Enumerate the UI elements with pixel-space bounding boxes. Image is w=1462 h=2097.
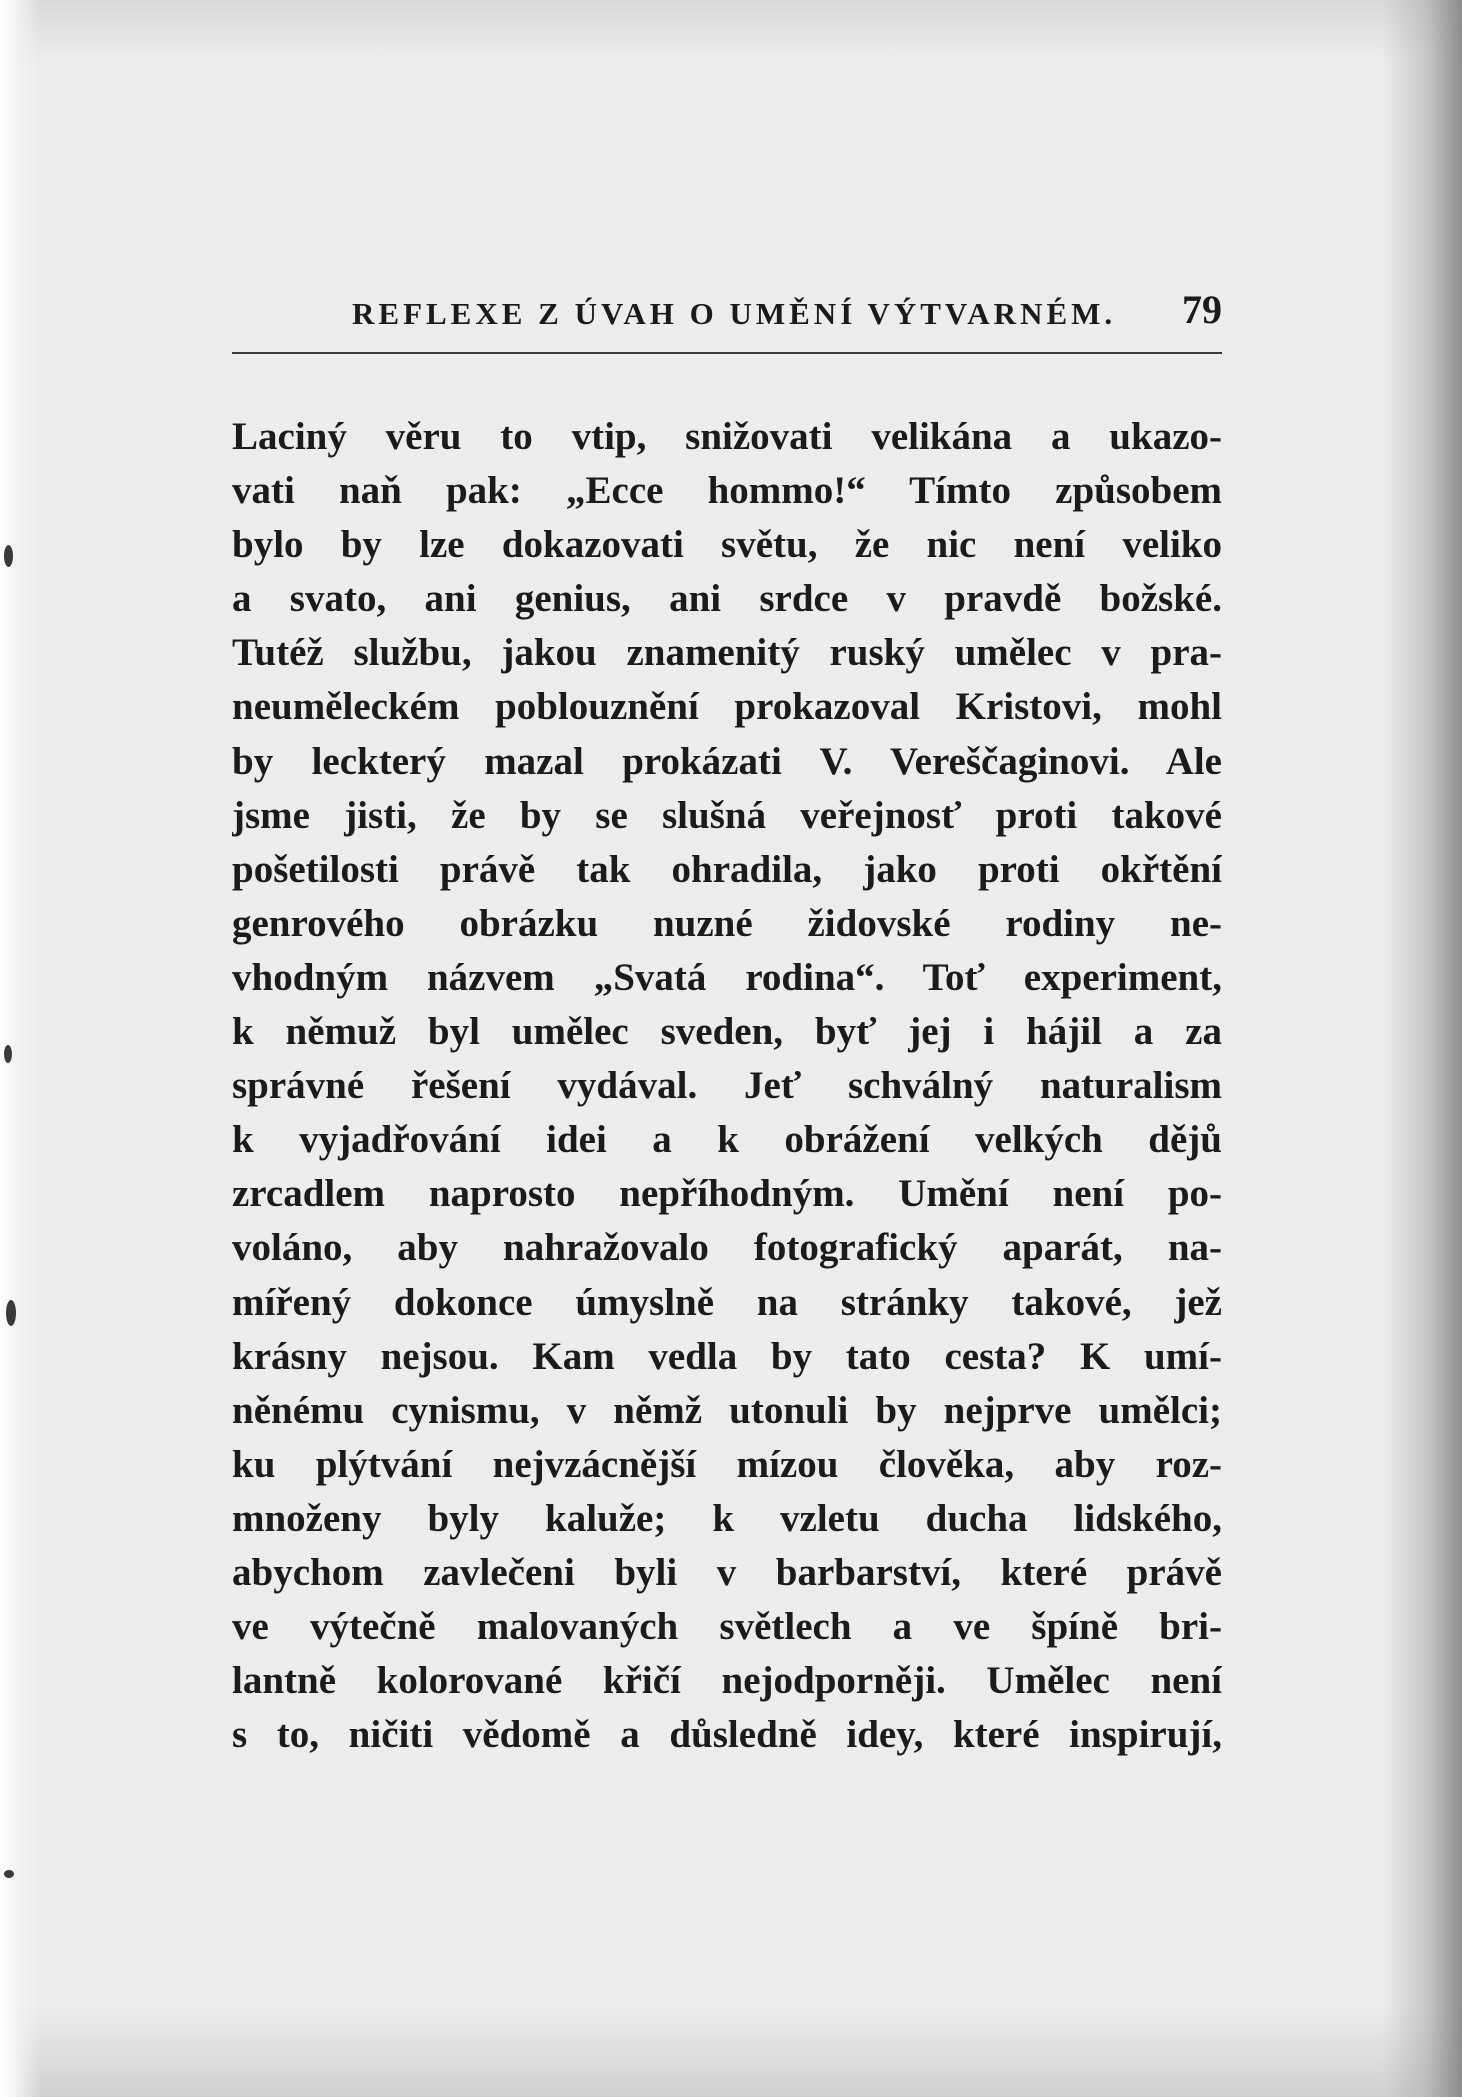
page-right-shadow [1382,0,1462,2097]
text-line: bylo by lze dokazovati světu, že nic není veliko [232,523,1222,567]
text-line: krásny nejsou. Kam vedla by tato cesta? K umí- [232,1334,1222,1378]
text-line: lantně kolorované křičí nejodporněji. Umělec není [232,1659,1222,1703]
running-title: REFLEXE Z ÚVAH O UMĚNÍ VÝTVARNÉM. [352,296,1117,331]
header-rule [232,352,1222,354]
page-header [232,286,1222,338]
text-line: správné řešení vydával. Jeť schválný naturalism [232,1064,1222,1108]
page-top-shadow [0,0,1462,60]
text-line: vati naň pak: „Ecce hommo!“ Tímto způsobem [232,469,1222,513]
text-line: zrcadlem naprosto nepříhodným. Umění není po- [232,1172,1222,1216]
text-line: vhodným názvem „Svatá rodina“. Toť experiment, [232,955,1222,999]
text-line: neuměleckém poblouznění prokazoval Kristovi, mohl [232,685,1222,729]
text-line: by leckterý mazal prokázati V. Vereščaginovi. Ale [232,739,1222,783]
scan-speck [4,1870,14,1878]
text-line: něnému cynismu, v němž utonuli by nejprve umělci; [232,1388,1222,1432]
text-line: voláno, aby nahražovalo fotografický aparát, na- [232,1226,1222,1270]
text-line: ve výtečně malovaných světlech a ve špíně bri- [232,1605,1222,1649]
text-line: abychom zavlečeni byli v barbarství, které právě [232,1550,1222,1594]
page-number: 79 [1182,287,1222,332]
text-line: Laciný věru to vtip, snižovati velikána a ukazo- [232,415,1222,458]
scan-speck [4,1045,12,1063]
text-line: Tutéž službu, jakou znamenitý ruský umělec v pra- [232,631,1222,675]
text-line: genrového obrázku nuzné židovské rodiny ne- [232,901,1222,945]
body-text [232,410,1222,1762]
text-line: s to, ničiti vědomě a důsledně idey, které inspirují, [232,1713,1222,1757]
text-line: ku plýtvání nejvzácnější mízou člověka, aby roz- [232,1442,1222,1486]
text-line: k němuž byl umělec sveden, byť jej i hájil a za [232,1010,1222,1054]
text-line: mířený dokonce úmyslně na stránky takové, jež [232,1280,1222,1324]
text-line: k vyjadřování idei a k obrážení velkých dějů [232,1118,1222,1162]
text-line: jsme jisti, že by se slušná veřejnosť proti takové [232,793,1222,837]
scan-speck [4,545,13,567]
page-bottom-shadow [0,2007,1462,2097]
text-line: množeny byly kaluže; k vzletu ducha lidského, [232,1496,1222,1540]
text-line: a svato, ani genius, ani srdce v pravdě božské. [232,577,1222,621]
text-line: pošetilosti právě tak ohradila, jako proti okřtění [232,847,1222,891]
scan-speck [6,1300,16,1326]
